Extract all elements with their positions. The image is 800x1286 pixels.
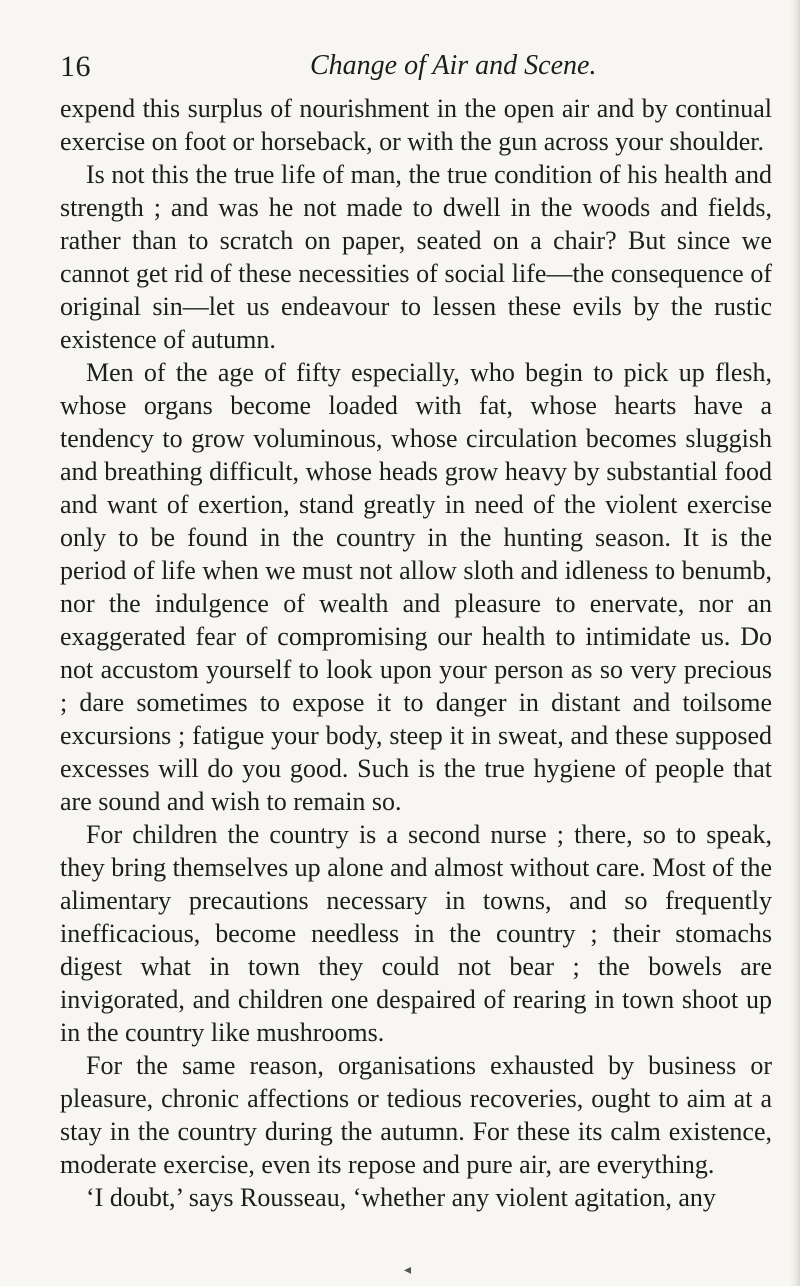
body-text — [60, 92, 772, 1214]
page-number: 16 — [60, 50, 91, 83]
page-edge-shadow — [790, 0, 800, 1286]
paragraph-5: For the same reason, organisations exhausted by business or pleasure, chronic affections or tedious recoveries, ought to aim at a stay in the country during the autumn. For these its calm existence, moderate exercise, even its repose and pure air, are everything. — [60, 1051, 772, 1179]
paragraph-4: For children the country is a second nurse ; there, so to speak, they bring themselves up alone and almost without care. Most of the alimentary precautions necessary in towns, and so frequently inefficacious, become needless in the country ; their stomachs digest what in town they could not bear ; the bowels are invigorated, and children one despaired of rearing in town shoot up in the country like mushrooms. — [60, 820, 772, 1047]
page-header — [0, 48, 800, 88]
paragraph-1: expend this surplus of nourishment in the open air and by continual exercise on foot or horseback, or with the gun across your shoulder. — [60, 94, 772, 156]
footer-mark: ◂ — [404, 1262, 412, 1278]
paragraph-2: Is not this the true life of man, the true condition of his health and strength ; and was he not made to dwell in the woods and fields, rather than to scratch on paper, seated on a chair? But since we cannot get rid of these necessities of social life—the consequence of original sin—let us endeavour to lessen these evils by the rustic existence of autumn. — [60, 160, 772, 354]
paragraph-3: Men of the age of fifty especially, who begin to pick up flesh, whose organs become loaded with fat, whose hearts have a tendency to grow voluminous, whose circulation becomes sluggish and breathing difficult, whose heads grow heavy by substantial food and want of exertion, stand greatly in need of the violent exercise only to be found in the country in the hunting season. It is the period of life when we must not allow sloth and idleness to benumb, nor the indulgence of wealth and pleasure to enervate, nor an exaggerated fear of compromising our health to intimidate us. Do not accustom yourself to look upon your person as so very precious ; dare sometimes to expose it to danger in distant and toilsome excursions ; fatigue your body, steep it in sweat, and these supposed excesses will do you good. Such is the true hygiene of people that are sound and wish to remain so. — [60, 358, 772, 816]
paragraph-6: ‘I doubt,’ says Rousseau, ‘whether any violent agitation, any — [86, 1183, 716, 1212]
running-title: Change of Air and Scene. — [310, 50, 597, 81]
